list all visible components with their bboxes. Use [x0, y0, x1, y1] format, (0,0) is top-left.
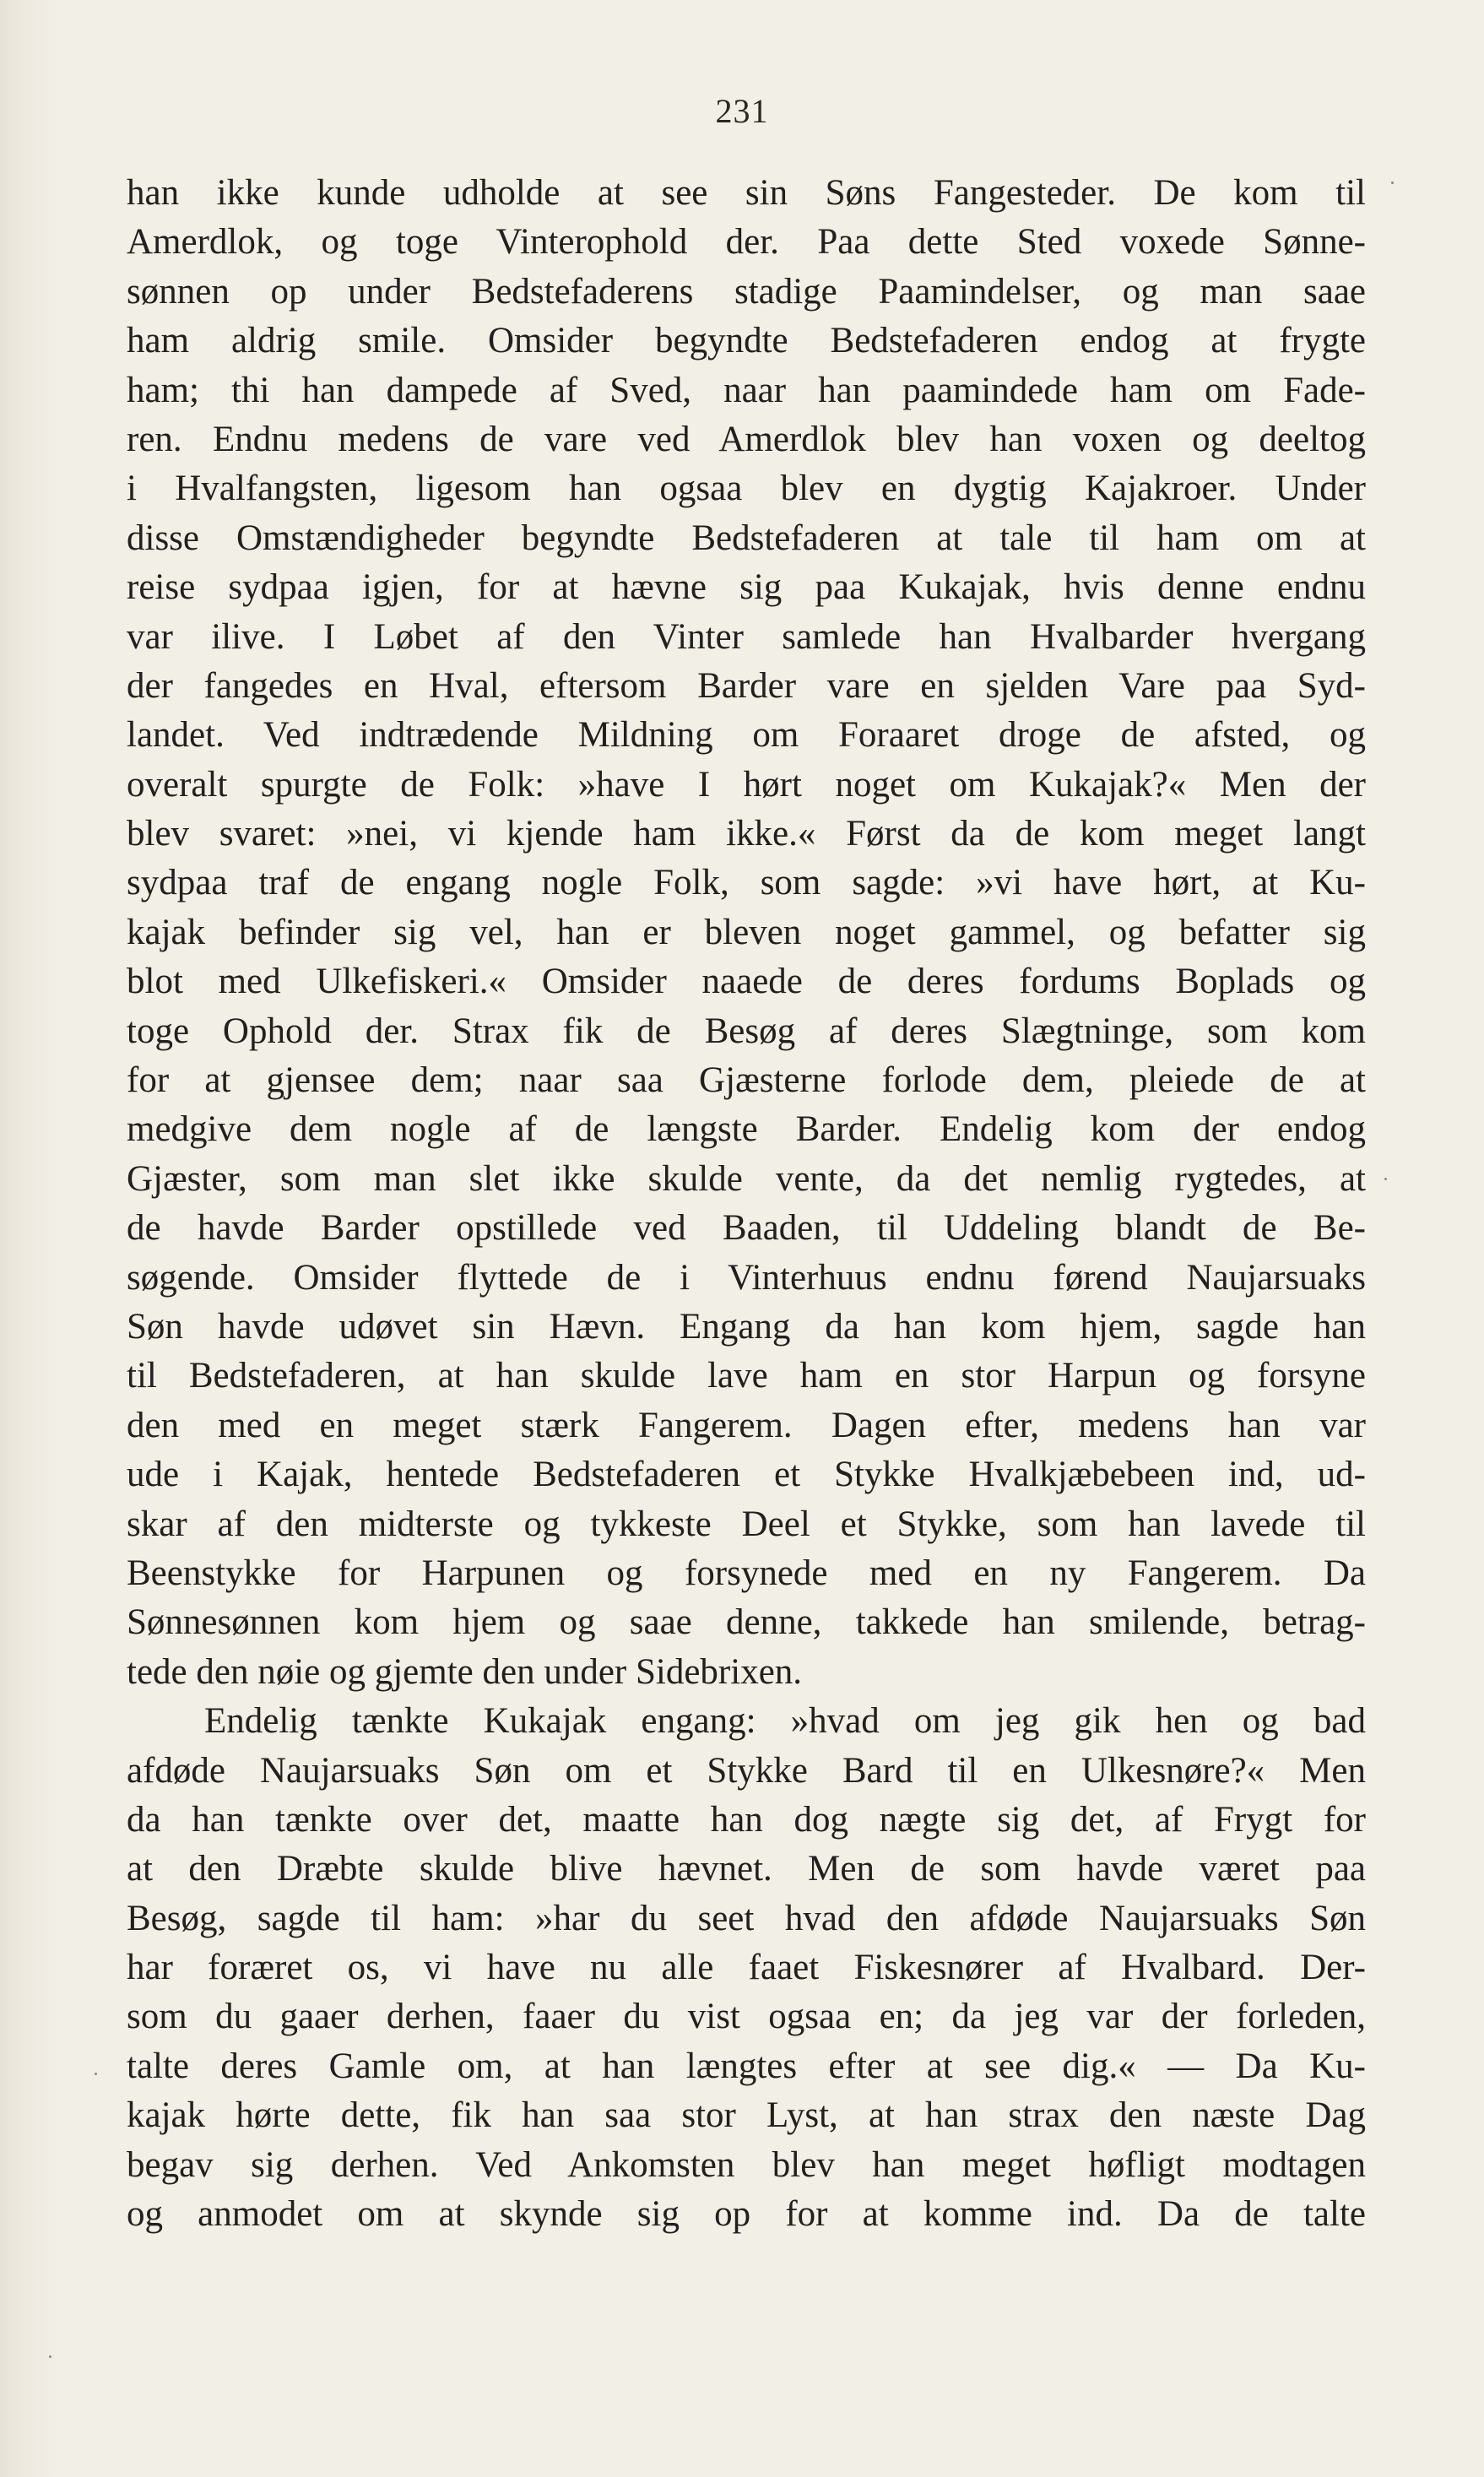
text-line: skar af den midterste og tykkeste Deel et Stykke, som han lavede til: [127, 1504, 1366, 1544]
text-line: har foræret os, vi have nu alle faaet Fiskesnører af Hvalbard. Der-: [127, 1948, 1366, 1988]
text-line: der fangedes en Hval, eftersom Barder vare en sjelden Vare paa Syd-: [127, 665, 1366, 706]
text-line: i Hvalfangsten, ligesom han ogsaa blev en dygtig Kajakroer. Under: [127, 469, 1366, 509]
text-line: ham; thi han dampede af Sved, naar han paamindede ham om Fade-: [127, 370, 1366, 410]
text-line: da han tænkte over det, maatte han dog nægte sig det, af Frygt for: [127, 1799, 1366, 1840]
text-line: Besøg, sagde til ham: »har du seet hvad den afdøde Naujarsuaks Søn: [127, 1898, 1366, 1938]
text-line: søgende. Omsider flyttede de i Vinterhuus endnu førend Naujarsuaks: [127, 1257, 1366, 1298]
text-line: at den Dræbte skulde blive hævnet. Men de som havde været paa: [127, 1849, 1366, 1889]
text-line: Sønnesønnen kom hjem og saae denne, takkede han smilende, betrag-: [127, 1602, 1366, 1643]
text-line: toge Ophold der. Strax fik de Besøg af deres Slægtninge, som kom: [127, 1011, 1366, 1051]
text-line: Beenstykke for Harpunen og forsynede med en ny Fangerem. Da: [127, 1553, 1366, 1593]
text-line: blev svaret: »nei, vi kjende ham ikke.« Først da de kom meget langt: [127, 814, 1366, 854]
text-line: som du gaaer derhen, faaer du vist ogsaa en; da jeg var der forleden,: [127, 1997, 1366, 2037]
text-line: reise sydpaa igjen, for at hævne sig paa Kukajak, hvis denne endnu: [127, 567, 1366, 608]
paragraph-first-line: Endelig tænkte Kukajak engang: »hvad om jeg gik hen og bad: [204, 1701, 1366, 1742]
text-line: disse Omstændigheder begyndte Bedstefaderen at tale til ham om at: [127, 518, 1366, 558]
page-binding-shadow: [0, 0, 59, 2477]
text-line: blot med Ulkefiskeri.« Omsider naaede de deres fordums Boplads og: [127, 962, 1366, 1002]
text-line: ham aldrig smile. Omsider begyndte Bedstefaderen endog at frygte: [127, 321, 1366, 361]
text-line: kajak hørte dette, fik han saa stor Lyst, at han strax den næste Dag: [127, 2095, 1366, 2136]
text-line: sydpaa traf de engang nogle Folk, som sagde: »vi have hørt, at Ku-: [127, 863, 1366, 903]
text-line: landet. Ved indtrædende Mildning om Foraaret droge de afsted, og: [127, 715, 1366, 756]
text-line: overalt spurgte de Folk: »have I hørt noget om Kukajak?« Men der: [127, 764, 1366, 805]
text-line: talte deres Gamle om, at han længtes efter at see dig.« — Da Ku-: [127, 2046, 1366, 2086]
paper-speck: [1391, 182, 1394, 184]
page-number: 231: [715, 92, 769, 130]
paper-speck: [1384, 1178, 1387, 1180]
text-line: sønnen op under Bedstefaderens stadige Paamindelser, og man saae: [127, 271, 1366, 312]
text-line: til Bedstefaderen, at han skulde lave ham en stor Harpun og forsyne: [127, 1356, 1366, 1396]
text-line: den med en meget stærk Fangerem. Dagen efter, medens han var: [127, 1405, 1366, 1445]
text-line: afdøde Naujarsuaks Søn om et Stykke Bard til en Ulkesnøre?« Men: [127, 1750, 1366, 1791]
text-line: Gjæster, som man slet ikke skulde vente, da det nemlig rygtedes, at: [127, 1158, 1366, 1199]
text-line: for at gjensee dem; naar saa Gjæsterne forlode dem, pleiede de at: [127, 1060, 1366, 1101]
text-line: var ilive. I Løbet af den Vinter samlede han Hvalbarder hvergang: [127, 616, 1366, 657]
paragraph-last-line: tede den nøie og gjemte den under Sidebrixen.: [127, 1651, 803, 1692]
paper-speck: [49, 2355, 51, 2358]
text-line: Amerdlok, og toge Vinterophold der. Paa dette Sted voxede Sønne-: [127, 222, 1366, 263]
text-line: ude i Kajak, hentede Bedstefaderen et Stykke Hvalkjæbebeen ind, ud-: [127, 1455, 1366, 1495]
text-line: de havde Barder opstillede ved Baaden, til Uddeling blandt de Be-: [127, 1208, 1366, 1249]
text-line: medgive dem nogle af de længste Barder. Endelig kom der endog: [127, 1109, 1366, 1150]
text-line: han ikke kunde udholde at see sin Søns Fangesteder. De kom til: [127, 173, 1366, 213]
text-line: ren. Endnu medens de vare ved Amerdlok blev han voxen og deeltog: [127, 419, 1366, 459]
text-line: og anmodet om at skynde sig op for at komme ind. Da de talte: [127, 2194, 1366, 2235]
text-line: Søn havde udøvet sin Hævn. Engang da han kom hjem, sagde han: [127, 1306, 1366, 1347]
text-line: kajak befinder sig vel, han er bleven noget gammel, og befatter sig: [127, 912, 1366, 952]
text-line: begav sig derhen. Ved Ankomsten blev han meget høfligt modtagen: [127, 2144, 1366, 2185]
body-text: [127, 169, 1366, 2239]
paper-speck: [95, 2073, 97, 2075]
